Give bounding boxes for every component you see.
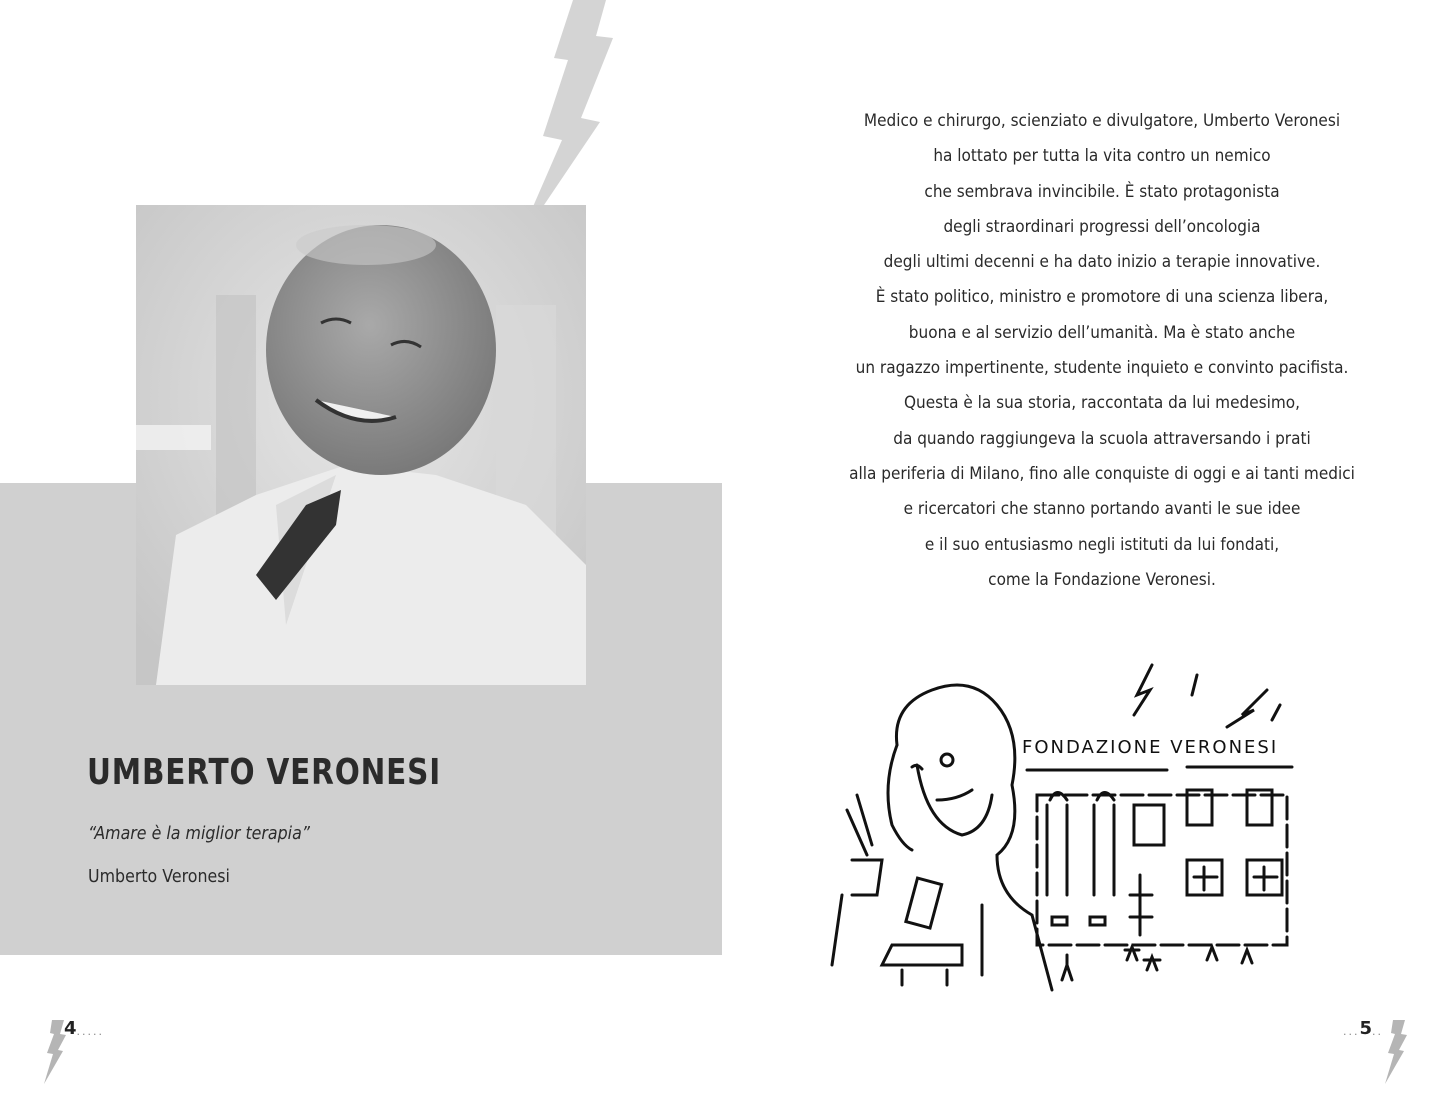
- left-page: [0, 0, 722, 1100]
- sign-text: FONDAZIONE VERONESI: [1022, 737, 1279, 758]
- quote-text: “Amare è la miglior terapia”: [88, 823, 310, 844]
- body-line: buona e al servizio dell’umanità. Ma è stato anche: [908, 322, 1296, 343]
- page-dots: ..: [1372, 1025, 1384, 1038]
- page-number: 4: [64, 1018, 77, 1039]
- body-line: alla periferia di Milano, fino alle conquiste di oggi e ai tanti medici: [849, 463, 1355, 484]
- body-line: degli straordinari progressi dell’oncologia: [943, 216, 1261, 237]
- body-line: ha lottato per tutta la vita contro un nemico: [933, 146, 1271, 167]
- body-text: [812, 104, 1392, 598]
- page-number: 5: [1359, 1018, 1373, 1039]
- body-line: e ricercatori che stanno portando avanti le sue idee: [903, 499, 1301, 520]
- body-line: che sembrava invincibile. È stato protagonista: [924, 181, 1280, 202]
- portrait-photo: [136, 205, 586, 685]
- body-line: e il suo entusiasmo negli istituti da lui fondati,: [924, 534, 1280, 555]
- body-line: da quando raggiungeva la scuola attraversando i prati: [893, 428, 1311, 449]
- quote-author: Umberto Veronesi: [88, 866, 230, 887]
- body-line: Medico e chirurgo, scienziato e divulgatore, Umberto Veronesi: [863, 111, 1341, 131]
- body-line: degli ultimi decenni e ha dato inizio a terapie innovative.: [883, 252, 1321, 273]
- page-dots: .....: [76, 1025, 105, 1038]
- page-dots: ...: [1343, 1025, 1360, 1038]
- page-number-right: [1343, 1020, 1409, 1084]
- lightning-doodle-icon: [1227, 690, 1267, 727]
- right-page: [722, 0, 1445, 1100]
- body-line: Questa è la sua storia, raccontata da lui medesimo,: [904, 393, 1300, 414]
- body-line: un ragazzo impertinente, studente inquieto e convinto pacifista.: [855, 358, 1349, 379]
- page-number-left: [42, 1020, 104, 1084]
- lightning-doodle-icon: [1134, 665, 1152, 715]
- page-title: UMBERTO VERONESI: [87, 752, 442, 793]
- lightning-bolt-icon: [1383, 1020, 1409, 1084]
- body-line: È stato politico, ministro e promotore di una scienza libera,: [875, 287, 1329, 308]
- body-line: come la Fondazione Veronesi.: [988, 569, 1216, 590]
- portrait-illustration: [136, 205, 586, 685]
- fondazione-illustration: [822, 645, 1342, 995]
